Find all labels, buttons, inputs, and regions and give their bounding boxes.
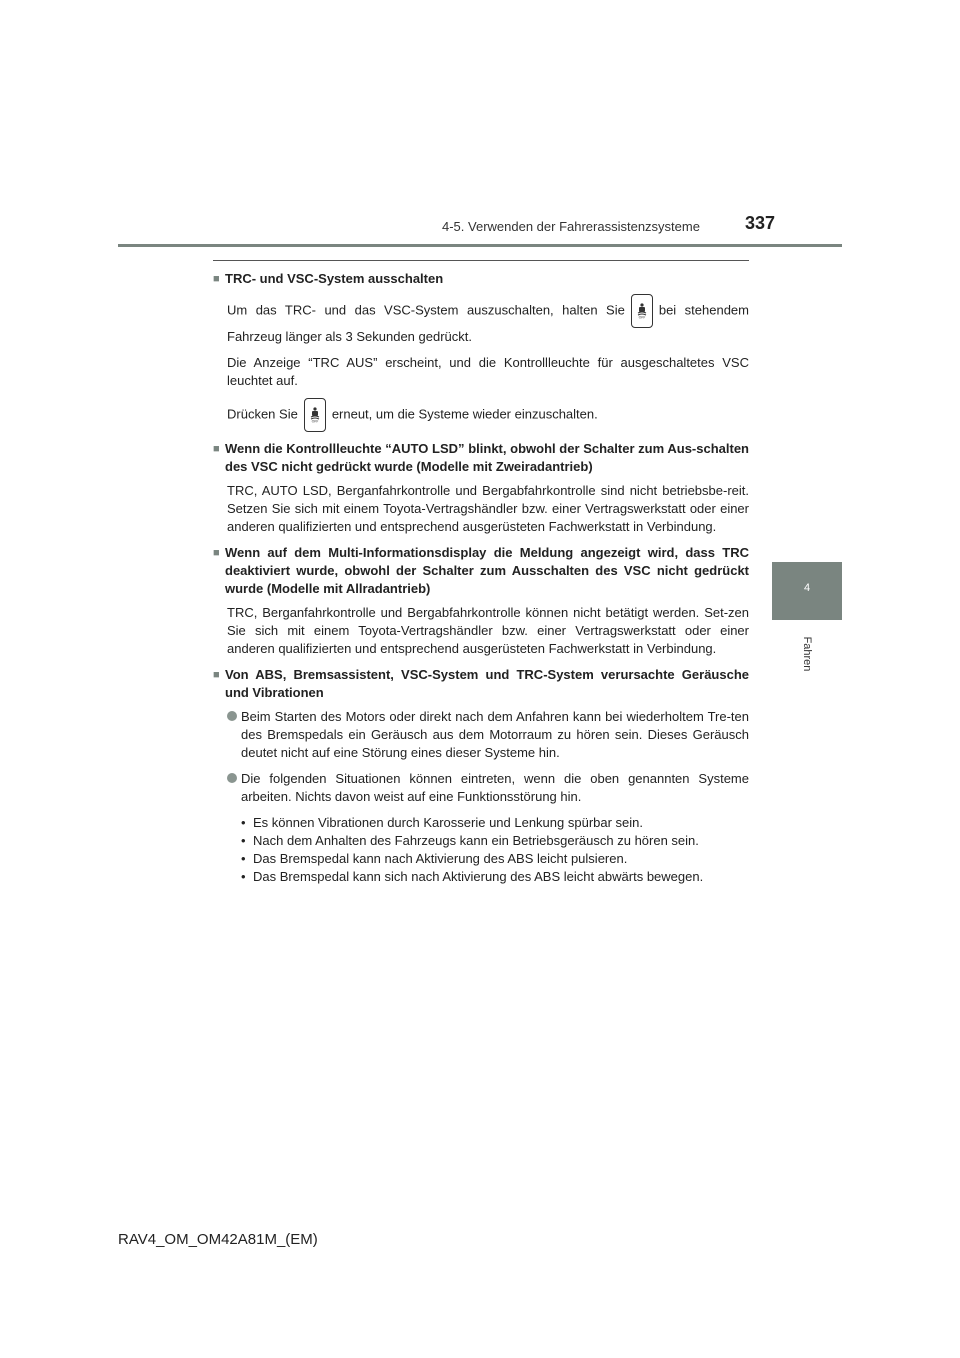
svg-text:OFF: OFF [638, 315, 646, 319]
bullet-item [227, 708, 749, 762]
square-bullet-icon: ■ [213, 443, 220, 455]
vsc-off-switch-icon [631, 294, 653, 328]
chapter-tab[interactable] [772, 562, 842, 620]
list-item [241, 814, 749, 832]
chapter-tab-label-text: Fahren [801, 636, 813, 672]
dot-bullet-icon: • [241, 851, 246, 866]
paragraph: TRC, Berganfahrkontrolle und Bergabfahrkontrolle können nicht betätigt werden. Set-zen Sie sich mit einem Toyota-Vertragshändler bzw. einer Vertragswerkstatt oder einer anderen qualifizierten und entsprechend ausgerüsteten Fachwerkstatt in Verbindung. [227, 605, 749, 656]
bullet-text: Die folgenden Situationen können eintreten, wenn die oben genannten Systeme arbeiten. Nichts davon weist auf eine Funktionsstörung hin. [241, 771, 749, 804]
chapter-tab-number: 4 [803, 582, 811, 594]
section-trc-vsc-off [213, 270, 749, 432]
content-divider [213, 260, 749, 261]
circle-bullet-icon [227, 711, 237, 721]
bullet-text: Beim Starten des Motors oder direkt nach dem Anfahren kann bei wiederholtem Tre-ten des Bremspedals ein Geräusch aus dem Motorraum zu hören sein. Dieses Geräusch deutet nicht auf eine Störung eines dieser Systeme hin. [241, 709, 749, 760]
section-heading [213, 544, 749, 598]
list-item [241, 868, 749, 886]
dot-bullet-icon: • [241, 833, 246, 848]
list-item-text: Das Bremspedal kann sich nach Aktivierung des ABS leicht abwärts bewegen. [253, 869, 704, 884]
square-bullet-icon: ■ [213, 547, 220, 559]
paragraph-text: erneut, um die Systeme wieder einzuschalten. [331, 406, 598, 422]
vsc-off-switch-icon [304, 398, 326, 432]
list-item-text: Das Bremspedal kann nach Aktivierung des ABS leicht pulsieren. [253, 851, 628, 866]
dot-bullet-icon: • [241, 869, 246, 884]
circle-bullet-icon [227, 773, 237, 783]
section-noises-vibrations [213, 666, 749, 886]
section-heading-text: Wenn auf dem Multi-Informationsdisplay die Meldung angezeigt wird, dass TRC deaktiviert wurde, obwohl der Schalter zum Ausschalten des VSC nicht gedrückt wurde (Modelle mit Allradantrieb) [225, 545, 749, 596]
list-item [241, 832, 749, 850]
paragraph: TRC, AUTO LSD, Berganfahrkontrolle und Bergabfahrkontrolle sind nicht betriebsbe-reit. Setzen Sie sich mit einem Toyota-Vertragshändler bzw. einer Vertragswerkstatt oder einer anderen qualifizierten und entsprechend ausgerüsteten Fachwerkstatt in Verbindung. [227, 483, 749, 534]
bullet-item [227, 770, 749, 806]
section-heading [213, 666, 749, 702]
list-item-text: Es können Vibrationen durch Karosserie und Lenkung spürbar sein. [253, 815, 644, 830]
section-heading-text: Wenn die Kontrollleuchte “AUTO LSD” blinkt, obwohl der Schalter zum Aus-schalten des VSC nicht gedrückt wurde (Modelle mit Zweiradantrieb) [225, 441, 749, 474]
footer-model-code: RAV4_OM_OM42A81M_(EM) [118, 1231, 318, 1248]
paragraph-text: Drücken Sie [227, 406, 298, 422]
paragraph-text: Um das TRC- und das VSC-System auszuschalten, halten Sie [227, 302, 625, 318]
sub-bullet-list [241, 814, 749, 886]
paragraph [227, 294, 749, 346]
page-number: 337 [745, 213, 776, 233]
svg-text:OFF: OFF [311, 419, 319, 423]
list-item [241, 850, 749, 868]
section-auto-lsd-blinks [213, 440, 749, 536]
paragraph-text: bei stehendem Fahrzeug länger als 3 Sekunden gedrückt. [227, 302, 749, 344]
section-trc-deactivated-message [213, 544, 749, 658]
dot-bullet-icon: • [241, 815, 246, 830]
header-divider [118, 244, 842, 247]
page-content [213, 270, 749, 894]
header-section-title: 4-5. Verwenden der Fahrerassistenzsysteme [442, 219, 700, 234]
square-bullet-icon: ■ [213, 669, 220, 681]
list-item-text: Nach dem Anhalten des Fahrzeugs kann ein Betriebsgeräusch zu hören sein. [253, 833, 699, 848]
section-heading-text: TRC- und VSC-System ausschalten [225, 271, 444, 286]
paragraph [227, 398, 749, 432]
section-heading [213, 270, 749, 288]
chapter-tab-label [800, 630, 814, 680]
section-heading-text: Von ABS, Bremsassistent, VSC-System und TRC-System verursachte Geräusche und Vibrationen [225, 667, 749, 700]
paragraph: Die Anzeige “TRC AUS” erscheint, und die Kontrollleuchte für ausgeschaltetes VSC leuchtet auf. [227, 355, 749, 388]
section-heading [213, 440, 749, 476]
square-bullet-icon: ■ [213, 273, 220, 285]
